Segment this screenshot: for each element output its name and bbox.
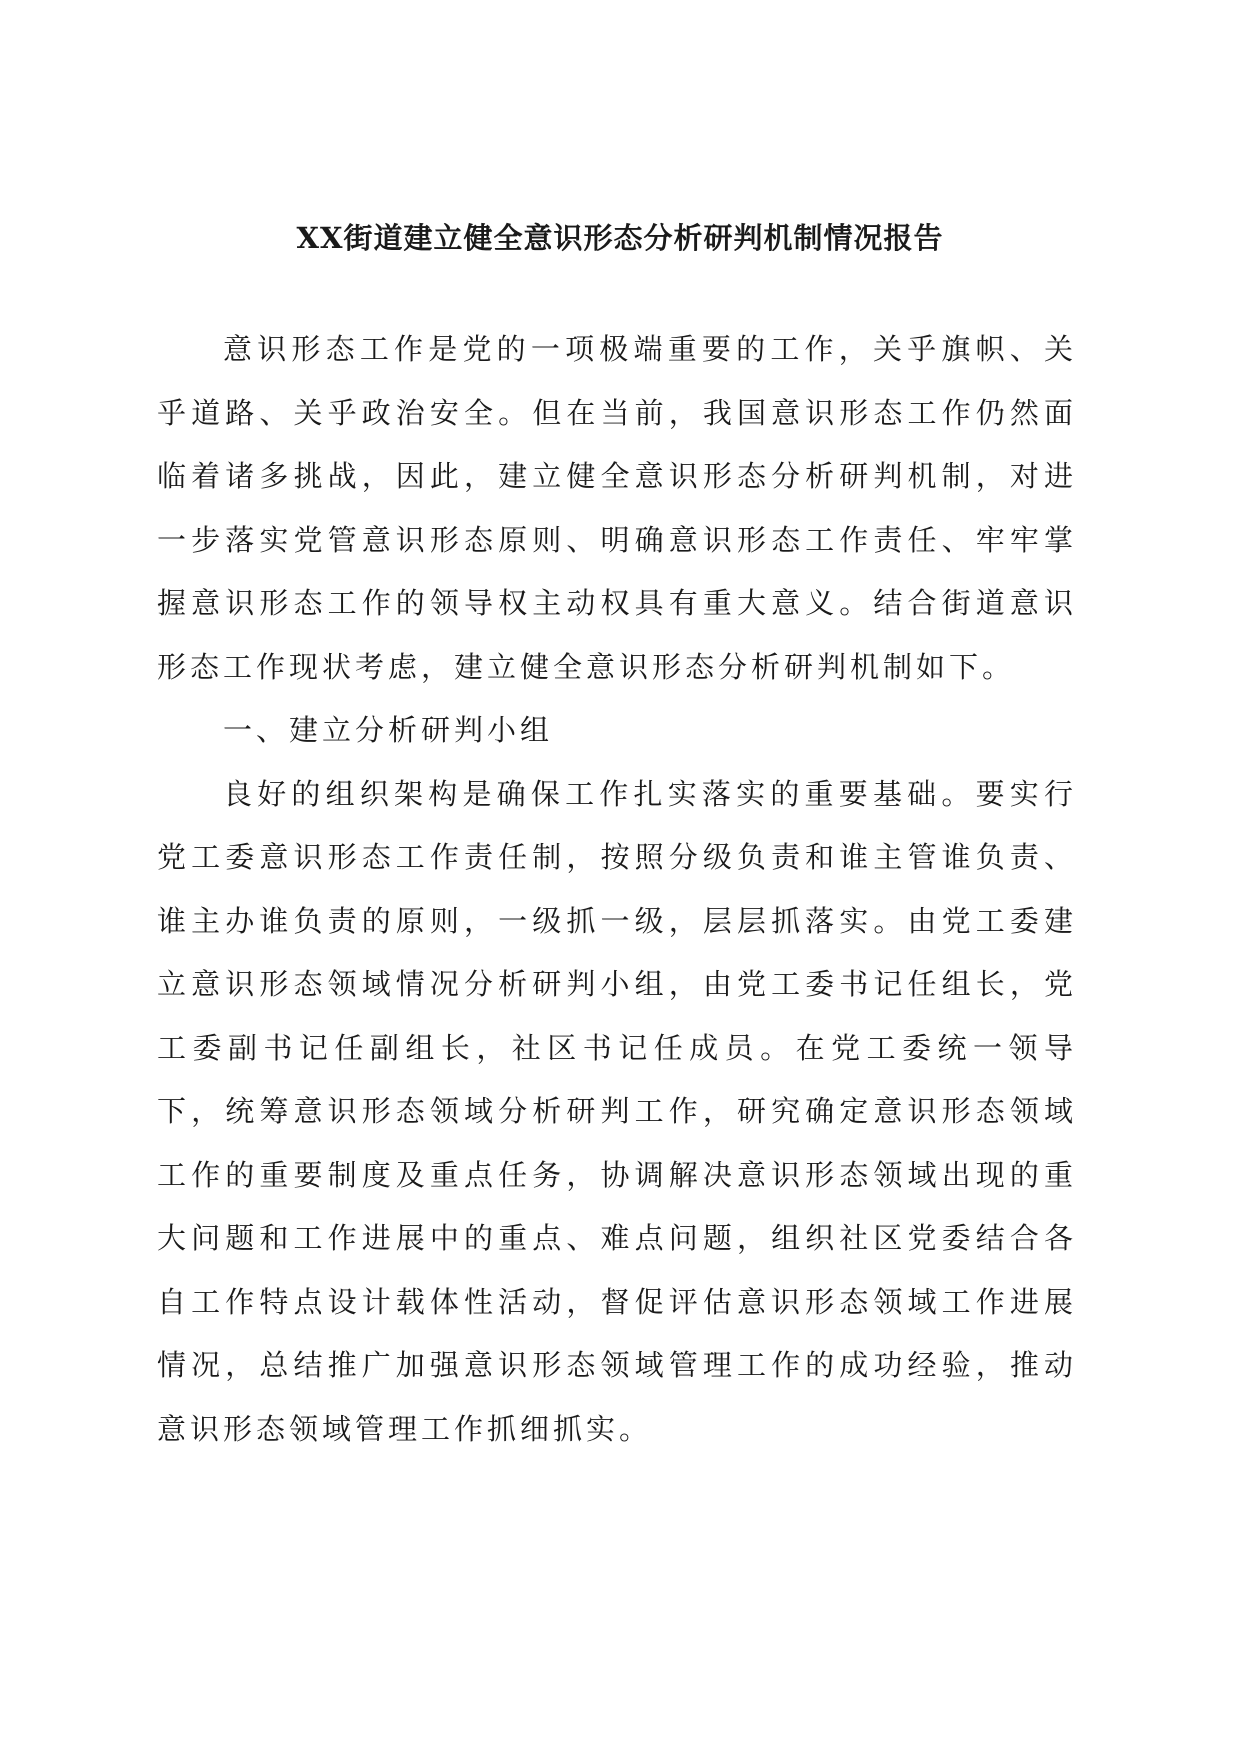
paragraph-intro: 意识形态工作是党的一项极端重要的工作，关乎旗帜、关乎道路、关乎政治安全。但在当前，我国意识形态工作仍然面临着诸多挑战，因此，建立健全意识形态分析研判机制，对进一步落实党管意识形态原则、明确意识形态工作责任、牢牢掌握意识形态工作的领导权主动权具有重大意义。结合街道意识形态工作现状考虑，建立健全意识形态分析研判机制如下。 <box>157 332 1077 684</box>
section-heading-1: 一、建立分析研判小组 <box>223 713 554 747</box>
document-title: XX街道建立健全意识形态分析研判机制情况报告 <box>296 221 944 255</box>
document-body <box>157 318 1077 1461</box>
paragraph-section-1: 良好的组织架构是确保工作扎实落实的重要基础。要实行党工委意识形态工作责任制，按照分级负责和谁主管谁负责、谁主办谁负责的原则，一级抓一级，层层抓落实。由党工委建立意识形态领域情况分析研判小组，由党工委书记任组长，党工委副书记任副组长，社区书记任成员。在党工委统一领导下，统筹意识形态领域分析研判工作，研究确定意识形态领域工作的重要制度及重点任务，协调解决意识形态领域出现的重大问题和工作进展中的重点、难点问题，组织社区党委结合各自工作特点设计载体性活动，督促评估意识形态领域工作进展情况，总结推广加强意识形态领域管理工作的成功经验，推动意识形态领域管理工作抓细抓实。 <box>157 776 1077 1446</box>
